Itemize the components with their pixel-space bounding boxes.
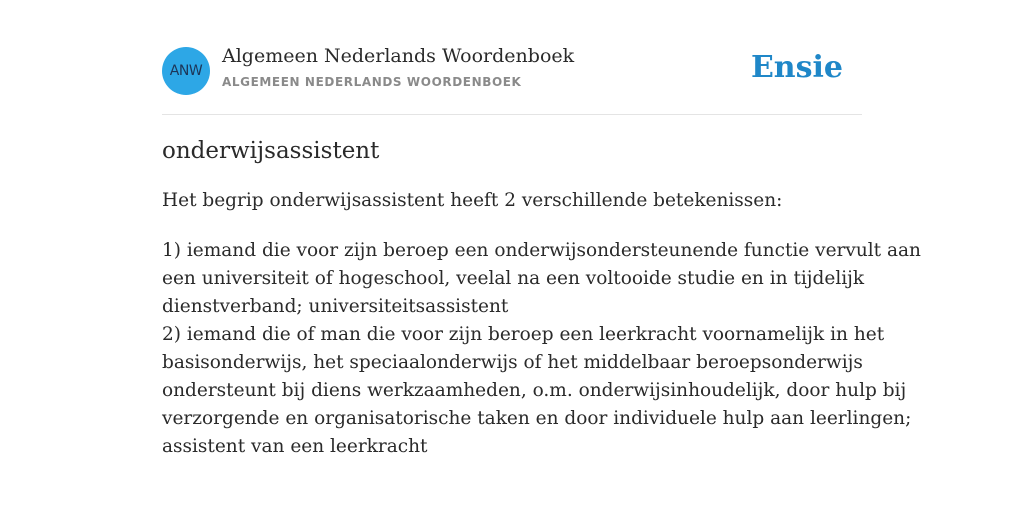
- meaning-line: 2) iemand die of man die voor zijn beroep een leerkracht voornamelijk in het: [162, 324, 885, 345]
- anw-logo[interactable]: ANW: [162, 47, 210, 95]
- meaning-line: ondersteunt bij diens werkzaamheden, o.m. onderwijsinhoudelijk, door hulp bij: [162, 380, 907, 401]
- meaning-line: dienstverband; universiteitsassistent: [162, 296, 509, 317]
- entry-intro: Het begrip onderwijsassistent heeft 2 verschillende betekenissen:: [162, 190, 783, 211]
- source-subtitle: ALGEMEEN NEDERLANDS WOORDENBOEK: [222, 75, 522, 89]
- meaning-1: [162, 237, 921, 321]
- ensie-brand-link[interactable]: Ensie: [750, 50, 843, 85]
- meaning-2: [162, 321, 912, 461]
- meaning-line: assistent van een leerkracht: [162, 436, 428, 457]
- source-title[interactable]: Algemeen Nederlands Woordenboek: [222, 45, 575, 67]
- meaning-line: een universiteit of hogeschool, veelal na een voltooide studie en in tijdelijk: [162, 268, 865, 289]
- entry-word: onderwijsassistent: [162, 138, 380, 164]
- source-header: [162, 0, 862, 115]
- meaning-line: basisonderwijs, het speciaalonderwijs of het middelbaar beroepsonderwijs: [162, 352, 863, 373]
- meaning-line: 1) iemand die voor zijn beroep een onderwijsondersteunende functie vervult aan: [162, 240, 921, 261]
- meaning-line: verzorgende en organisatorische taken en door individuele hulp aan leerlingen;: [162, 408, 912, 429]
- meanings-list: [162, 237, 921, 461]
